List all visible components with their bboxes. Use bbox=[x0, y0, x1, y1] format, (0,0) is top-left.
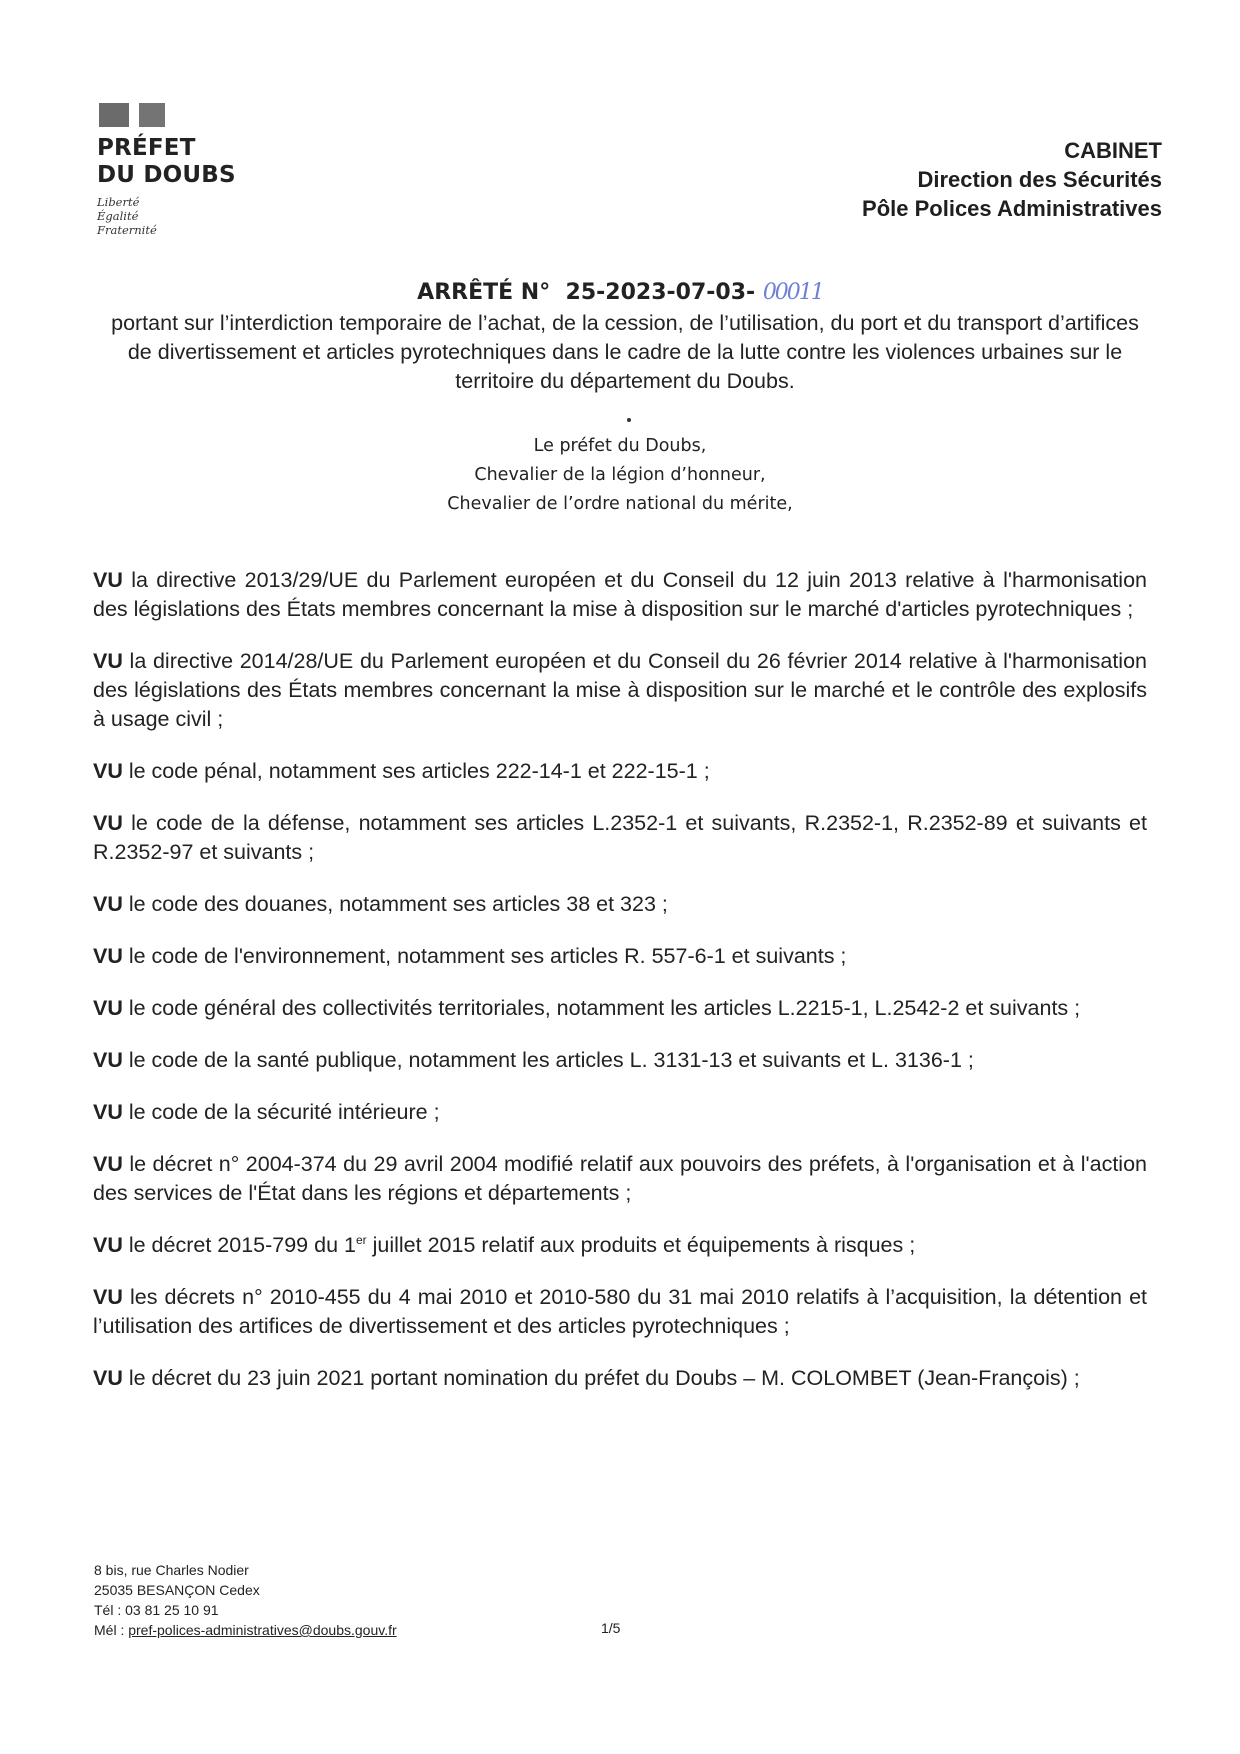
page-number: 1/5 bbox=[601, 1620, 621, 1636]
visa-prefix: VU bbox=[93, 759, 123, 783]
visa-text: le code des douanes, notamment ses articles 38 et 323 ; bbox=[122, 892, 668, 916]
visa-prefix: VU bbox=[93, 1100, 123, 1124]
visa-prefix: VU bbox=[93, 649, 123, 673]
motto-egalite: Égalité bbox=[97, 209, 139, 223]
visa-prefix: VU bbox=[93, 1048, 123, 1072]
visa-text: le code pénal, notamment ses articles 222-14-1 et 222-15-1 ; bbox=[122, 759, 710, 783]
visa-text: la directive 2014/28/UE du Parlement européen et du Conseil du 26 février 2014 relative à l'harmonisation des législations des États membres concernant la mise à disposition sur le marché et le contrôle des explosifs à usage civil ; bbox=[93, 649, 1147, 731]
logo-line-1: PRÉFET bbox=[97, 135, 196, 161]
visa-prefix: VU bbox=[93, 1233, 123, 1257]
visa-prefix: VU bbox=[93, 944, 123, 968]
visa-text: le code de la santé publique, notamment les articles L. 3131-13 et suivants et L. 3136-1 ; bbox=[122, 1048, 974, 1072]
visa-text: juillet 2015 relatif aux produits et équipements à risques ; bbox=[366, 1233, 916, 1257]
decree-number-prefix: ARRÊTÉ N° 25-2023-07-03- bbox=[417, 280, 756, 305]
footer-mail-link[interactable]: pref-polices-administratives@doubs.gouv.fr bbox=[128, 1622, 397, 1638]
authority-line-1: Le préfet du Doubs, bbox=[533, 436, 707, 456]
visa-item bbox=[93, 566, 1147, 624]
visa-text: le décret 2015-799 du 1 bbox=[122, 1233, 356, 1257]
service-direction: Direction des Sécurités bbox=[917, 167, 1162, 192]
visa-text: les décrets n° 2010-455 du 4 mai 2010 et 2010-580 du 31 mai 2010 relatifs à l’acquisition, la détention et l’utilisation des artifices de divertissement et des articles pyrotechniques ; bbox=[93, 1285, 1147, 1338]
footer-phone: Tél : 03 81 25 10 91 bbox=[94, 1602, 219, 1618]
visa-text: le code de la sécurité intérieure ; bbox=[122, 1100, 440, 1124]
superscript: er bbox=[355, 1232, 367, 1247]
visa-prefix: VU bbox=[93, 568, 123, 592]
authority-line-3: Chevalier de l’ordre national du mérite, bbox=[447, 494, 793, 514]
visa-prefix: VU bbox=[93, 811, 123, 835]
motto-liberte: Liberté bbox=[97, 195, 140, 209]
visa-item bbox=[93, 1283, 1147, 1341]
visa-item bbox=[93, 1098, 1147, 1127]
authority-line-2: Chevalier de la légion d’honneur, bbox=[474, 465, 766, 485]
marianne-flag-icon bbox=[99, 103, 165, 127]
issuing-service bbox=[862, 136, 1162, 223]
visa-item bbox=[93, 809, 1147, 867]
visa-prefix: VU bbox=[93, 996, 123, 1020]
visa-item bbox=[93, 994, 1147, 1023]
visas-list bbox=[93, 566, 1147, 1416]
visa-item bbox=[93, 1231, 1147, 1260]
visa-item bbox=[93, 890, 1147, 919]
visa-text: le code de la défense, notamment ses articles L.2352-1 et suivants, R.2352-1, R.2352-89 et suivants et R.2352-97 et suivants ; bbox=[93, 811, 1147, 864]
footer-address-2: 25035 BESANÇON Cedex bbox=[94, 1582, 260, 1598]
decree-subtitle: portant sur l’interdiction temporaire de l’achat, de la cession, de l’utilisation, du port et du transport d’artifices de divertissement et articles pyrotechniques dans le cadre de la lutte contre les violences urbaines sur le territoire du département du Doubs. bbox=[111, 311, 1139, 393]
visa-item bbox=[93, 1364, 1147, 1393]
visa-text: le décret du 23 juin 2021 portant nomination du préfet du Doubs – M. COLOMBET (Jean-François) ; bbox=[122, 1366, 1080, 1390]
handwritten-decree-number: 00011 bbox=[762, 280, 823, 305]
visa-text: le code général des collectivités territoriales, notamment les articles L.2215-1, L.2542-2 et suivants ; bbox=[122, 996, 1081, 1020]
visa-item bbox=[93, 1046, 1147, 1075]
footer-mail-line bbox=[94, 1620, 397, 1640]
footer-contact bbox=[94, 1560, 397, 1640]
visa-prefix: VU bbox=[93, 1366, 123, 1390]
visa-item bbox=[93, 1150, 1147, 1208]
visa-prefix: VU bbox=[93, 892, 123, 916]
logo-line-2: DU DOUBS bbox=[97, 162, 236, 188]
visa-item bbox=[93, 757, 1147, 786]
prefecture-logo bbox=[97, 103, 237, 237]
service-pole: Pôle Polices Administratives bbox=[862, 196, 1162, 221]
republic-motto bbox=[97, 195, 237, 237]
motto-fraternite: Fraternité bbox=[97, 223, 157, 237]
decree-title bbox=[0, 280, 1240, 305]
footer-mail-label: Mél : bbox=[94, 1622, 129, 1638]
visa-text: le décret n° 2004-374 du 29 avril 2004 modifié relatif aux pouvoirs des préfets, à l'organisation et à l'action des services de l'État dans les régions et départements ; bbox=[93, 1152, 1147, 1205]
visa-prefix: VU bbox=[93, 1152, 123, 1176]
footer-address-1: 8 bis, rue Charles Nodier bbox=[94, 1562, 249, 1578]
stray-mark bbox=[627, 418, 631, 422]
service-cabinet: CABINET bbox=[1064, 138, 1162, 163]
visa-text: la directive 2013/29/UE du Parlement européen et du Conseil du 12 juin 2013 relative à l'harmonisation des législations des États membres concernant la mise à disposition sur le marché d'articles pyrotechniques ; bbox=[93, 568, 1147, 621]
visa-prefix: VU bbox=[93, 1285, 123, 1309]
visa-text: le code de l'environnement, notamment ses articles R. 557-6-1 et suivants ; bbox=[122, 944, 847, 968]
visa-item bbox=[93, 942, 1147, 971]
visa-item bbox=[93, 647, 1147, 734]
authority-block bbox=[0, 432, 1240, 519]
